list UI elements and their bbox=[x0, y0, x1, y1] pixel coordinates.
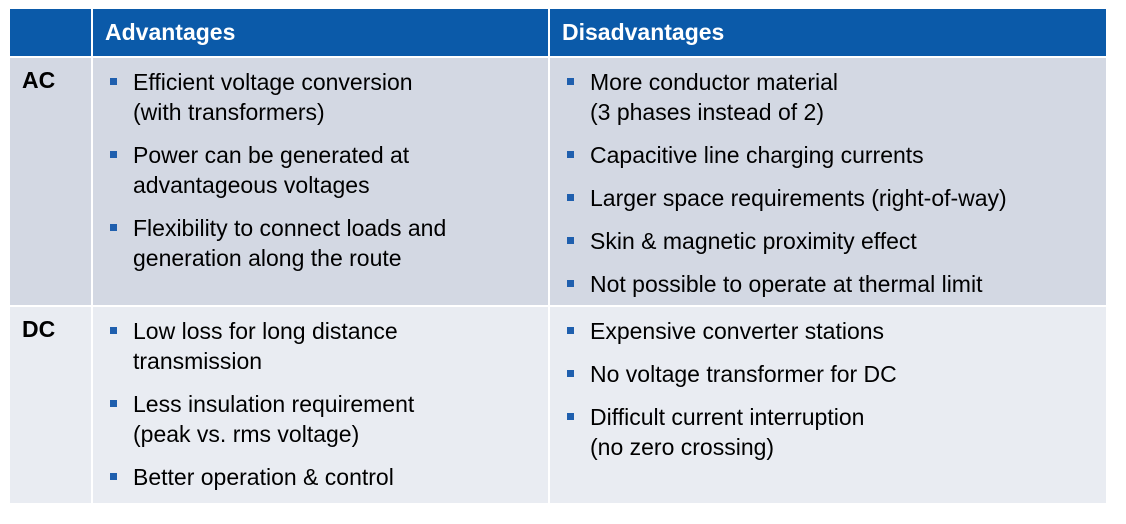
square-bullet-icon bbox=[567, 370, 574, 377]
square-bullet-icon bbox=[567, 280, 574, 287]
dc-advantages-cell bbox=[93, 307, 548, 503]
square-bullet-icon bbox=[567, 78, 574, 85]
list-item-text: advantageous voltages bbox=[133, 172, 370, 198]
square-bullet-icon bbox=[567, 194, 574, 201]
list-item-text: generation along the route bbox=[133, 245, 402, 271]
header-corner-cell bbox=[10, 9, 91, 56]
list-item-text: (3 phases instead of 2) bbox=[590, 99, 824, 125]
dc-disadvantages-list bbox=[550, 307, 1106, 462]
list-item bbox=[107, 67, 534, 127]
square-bullet-icon bbox=[567, 327, 574, 334]
list-item-text: Skin & magnetic proximity effect bbox=[590, 228, 917, 254]
square-bullet-icon bbox=[567, 151, 574, 158]
list-item-text: Better operation & control bbox=[133, 464, 394, 490]
list-item-text: Expensive converter stations bbox=[590, 318, 885, 344]
list-item-text: (with transformers) bbox=[133, 99, 325, 125]
ac-disadvantages-cell bbox=[550, 58, 1106, 305]
ac-disadvantages-list bbox=[550, 58, 1106, 299]
square-bullet-icon bbox=[110, 78, 117, 85]
square-bullet-icon bbox=[110, 400, 117, 407]
list-item-text: More conductor material bbox=[590, 69, 838, 95]
header-advantages-cell bbox=[93, 9, 548, 56]
list-item-text: Not possible to operate at thermal limit bbox=[590, 271, 983, 297]
row-label-ac: AC bbox=[10, 58, 91, 305]
list-item-text: Less insulation requirement bbox=[133, 391, 415, 417]
list-item bbox=[107, 389, 534, 449]
list-item-text: Difficult current interruption bbox=[590, 404, 865, 430]
dc-advantages-list bbox=[93, 307, 548, 492]
list-item bbox=[564, 316, 1092, 346]
list-item bbox=[564, 67, 1092, 127]
ac-advantages-cell bbox=[93, 58, 548, 305]
list-item bbox=[564, 183, 1092, 213]
list-item-text: Efficient voltage conversion bbox=[133, 69, 413, 95]
header-disadvantages-cell bbox=[550, 9, 1106, 56]
header-disadvantages-label: Disadvantages bbox=[562, 19, 725, 45]
square-bullet-icon bbox=[110, 151, 117, 158]
list-item bbox=[564, 226, 1092, 256]
list-item-text: Larger space requirements (right-of-way) bbox=[590, 185, 1007, 211]
list-item bbox=[107, 213, 534, 273]
list-item-text: (no zero crossing) bbox=[590, 434, 775, 460]
square-bullet-icon bbox=[110, 224, 117, 231]
list-item bbox=[107, 316, 534, 376]
comparison-table bbox=[10, 9, 1104, 503]
dc-disadvantages-cell bbox=[550, 307, 1106, 503]
list-item-text: Capacitive line charging currents bbox=[590, 142, 924, 168]
square-bullet-icon bbox=[110, 473, 117, 480]
square-bullet-icon bbox=[567, 413, 574, 420]
list-item-text: Low loss for long distance bbox=[133, 318, 398, 344]
list-item bbox=[564, 140, 1092, 170]
list-item-text: No voltage transformer for DC bbox=[590, 361, 897, 387]
list-item-text: transmission bbox=[133, 348, 263, 374]
row-label-dc: DC bbox=[10, 307, 91, 503]
header-advantages-label: Advantages bbox=[105, 19, 236, 45]
list-item bbox=[564, 359, 1092, 389]
square-bullet-icon bbox=[110, 327, 117, 334]
list-item bbox=[107, 462, 534, 492]
list-item bbox=[564, 269, 1092, 299]
square-bullet-icon bbox=[567, 237, 574, 244]
list-item-text: (peak vs. rms voltage) bbox=[133, 421, 360, 447]
list-item bbox=[107, 140, 534, 200]
list-item-text: Power can be generated at bbox=[133, 142, 410, 168]
list-item bbox=[564, 402, 1092, 462]
list-item-text: Flexibility to connect loads and bbox=[133, 215, 447, 241]
ac-advantages-list bbox=[93, 58, 548, 273]
